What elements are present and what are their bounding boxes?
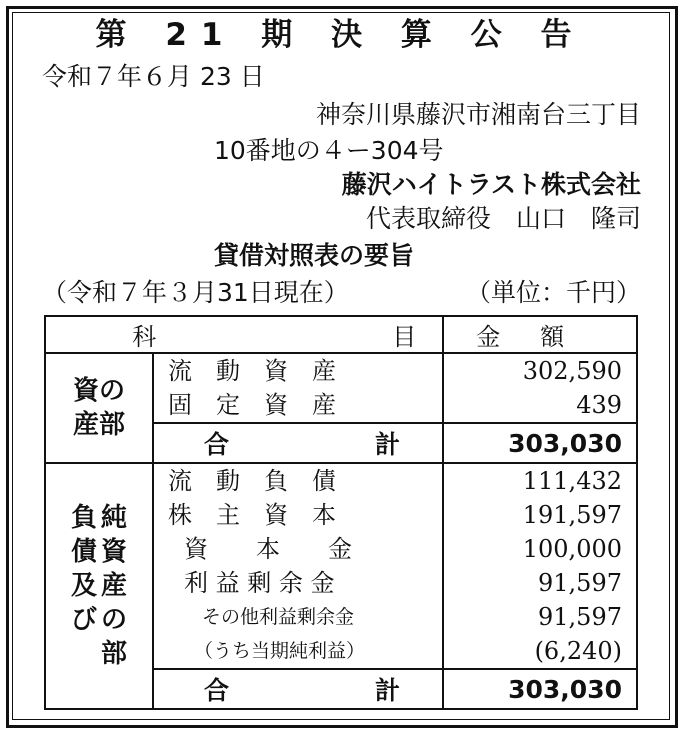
total-label-b: 計 [375,430,401,459]
liabilities-items [153,463,443,669]
amount-header: 金額 [443,316,637,353]
liability-item-value: 100,000 [522,535,622,563]
liability-item-label: 利 益 剰 余 金 [184,569,335,597]
liabilities-label [45,463,153,709]
address-line-2: 10番地の４ー304号 [214,136,444,165]
assets-label [45,353,153,463]
liability-item-value: 111,432 [522,467,622,495]
assets-total-label [153,423,443,463]
notice-title: 第 21 期 決 算 公 告 [95,17,586,53]
assets-label-char: 資の [72,376,125,406]
liabilities-label-char: 資 [101,537,128,567]
liabilities-label-char: 債 [70,537,97,567]
liabilities-label-char: 及 [70,571,97,601]
assets-section [45,353,637,423]
assets-items [153,353,443,423]
liabilities-label-char: の [101,605,128,635]
liabilities-label-char: 純 [101,503,128,533]
subject-header [45,316,443,353]
liabilities-total-label [153,669,443,709]
assets-total-value: 303,030 [443,423,637,463]
liabilities-label-char: 産 [101,571,128,601]
liability-item-value: (6,240) [534,637,622,665]
liability-item-label: 株 主 資 本 [168,501,336,529]
representative: 代表取締役 山口 隆司 [365,204,641,233]
liability-item-value: 91,597 [538,569,622,597]
subject-header-right: 目 [392,323,417,351]
assets-label-char: 産部 [72,410,125,440]
balance-sheet-table [44,315,638,710]
total-label-a: 合 [204,676,230,705]
liability-item-value: 91,597 [538,603,622,631]
asset-item-label: 固 定 資 産 [168,391,336,419]
liabilities-amounts [443,463,637,669]
liabilities-section [45,463,637,669]
as-of-date: （令和７年３月31日現在） [42,278,349,307]
assets-amounts [443,353,637,423]
liabilities-label-char: 負 [70,503,97,533]
subject-header-left: 科 [132,323,157,351]
asset-item-label: 流 動 資 産 [168,357,336,385]
company-name: 藤沢ハイトラスト株式会社 [341,170,641,199]
liabilities-label-char: 部 [101,639,128,669]
asset-item-value: 302,590 [522,357,622,385]
liability-item-label: その他利益剰余金 [202,606,355,628]
asset-item-value: 439 [576,391,622,419]
statement-subtitle: 貸借対照表の要旨 [214,241,415,270]
notice-date: 令和７年６月 23 日 [42,62,265,91]
liability-item-value: 191,597 [522,501,622,529]
address-line-1: 神奈川県藤沢市湘南台三丁目 [315,100,641,129]
unit-label: （単位：千円） [465,278,641,307]
liability-item-label: 流 動 負 債 [168,467,336,495]
liability-item-label: 資 本 金 [184,535,352,563]
liability-item-label: （うち当期純利益） [194,640,366,662]
table-header-row [45,316,637,353]
total-label-a: 合 [204,430,230,459]
total-label-b: 計 [375,676,401,705]
liabilities-total-value: 303,030 [443,669,637,709]
liabilities-label-char: び [70,605,97,635]
